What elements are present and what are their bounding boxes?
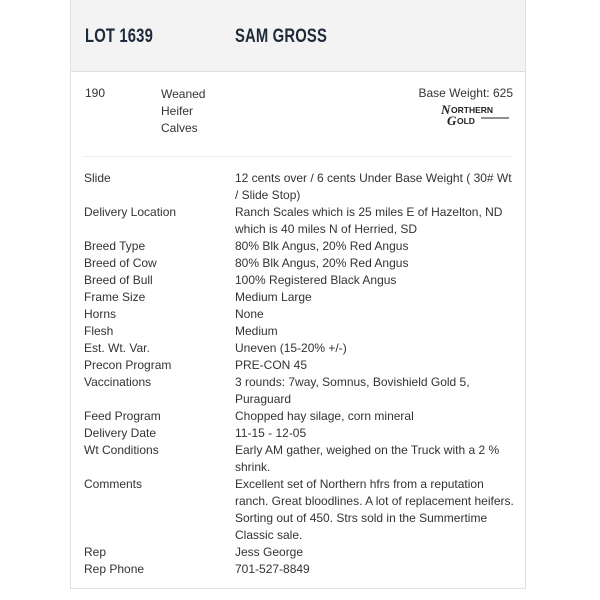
- detail-row: [83, 408, 523, 425]
- detail-label: Precon Program: [84, 358, 172, 372]
- detail-row: [83, 442, 523, 476]
- detail-row: [83, 170, 523, 204]
- detail-value: Jess George: [235, 545, 304, 559]
- detail-row: [83, 238, 523, 255]
- detail-label: Feed Program: [84, 409, 161, 423]
- detail-label: Slide: [84, 171, 111, 185]
- detail-value: 100% Registered Black Angus: [235, 273, 397, 287]
- detail-label: Delivery Date: [84, 426, 157, 440]
- svg-text:ORTHERN: ORTHERN: [451, 105, 494, 115]
- detail-row: [83, 255, 523, 272]
- svg-text:OLD: OLD: [457, 116, 475, 126]
- detail-value: Ranch Scales which is 25 miles E of Hazelton, ND which is 40 miles N of Herried, SD: [235, 205, 503, 236]
- detail-row: [83, 323, 523, 340]
- detail-row: [83, 289, 523, 306]
- base-weight: Base Weight: 625: [418, 86, 513, 100]
- detail-row: [83, 357, 523, 374]
- detail-value: Medium Large: [235, 290, 312, 304]
- svg-text:G: G: [447, 113, 457, 127]
- detail-value: Medium: [235, 324, 278, 338]
- lot-number: LOT 1639: [85, 26, 153, 47]
- detail-label: Flesh: [84, 324, 114, 338]
- detail-value: Chopped hay silage, corn mineral: [235, 409, 414, 423]
- detail-label: Vaccinations: [84, 375, 152, 389]
- detail-label: Wt Conditions: [84, 443, 159, 457]
- detail-label: Delivery Location: [84, 205, 177, 219]
- detail-row: [83, 306, 523, 323]
- description-line: Heifer: [161, 104, 194, 118]
- lot-summary: [83, 72, 513, 157]
- detail-label: Breed of Cow: [84, 256, 157, 270]
- detail-row: [83, 425, 523, 442]
- detail-value: 701-527-8849: [235, 562, 310, 576]
- description-line: Weaned: [161, 87, 206, 101]
- seller-name: SAM GROSS: [235, 26, 327, 47]
- cattle-description: [161, 86, 205, 137]
- detail-label: Rep Phone: [84, 562, 145, 576]
- svg-text:N: N: [441, 103, 451, 117]
- detail-row: [83, 476, 523, 544]
- detail-value: 80% Blk Angus, 20% Red Angus: [235, 239, 409, 253]
- detail-value: 80% Blk Angus, 20% Red Angus: [235, 256, 409, 270]
- details-list: [83, 170, 523, 578]
- lot-header: [71, 0, 525, 72]
- detail-value: PRE-CON 45: [235, 358, 308, 372]
- detail-row: [83, 340, 523, 357]
- detail-label: Breed of Bull: [84, 273, 153, 287]
- description-line: Calves: [161, 121, 198, 135]
- detail-row: [83, 374, 523, 408]
- detail-row: [83, 561, 523, 578]
- northern-gold-logo: [441, 103, 511, 127]
- detail-value: None: [235, 307, 264, 321]
- detail-label: Breed Type: [84, 239, 146, 253]
- lot-card: [70, 0, 526, 589]
- detail-value: Uneven (15-20% +/-): [235, 341, 347, 355]
- detail-row: [83, 204, 523, 238]
- detail-label: Rep: [84, 545, 107, 559]
- detail-value: 12 cents over / 6 cents Under Base Weight ( 30# Wt / Slide Stop): [235, 171, 512, 202]
- head-count: 190: [85, 86, 106, 100]
- detail-label: Frame Size: [84, 290, 146, 304]
- detail-label: Est. Wt. Var.: [84, 341, 150, 355]
- detail-row: [83, 272, 523, 289]
- detail-value: Early AM gather, weighed on the Truck with a 2 % shrink.: [235, 443, 500, 474]
- detail-value: Excellent set of Northern hfrs from a reputation ranch. Great bloodlines. A lot of replacement heifers. Sorting out of 450. Strs sold in the Summertime Classic sale.: [235, 477, 514, 542]
- detail-value: 3 rounds: 7way, Somnus, Bovishield Gold 5, Puraguard: [235, 375, 470, 406]
- detail-value: 11-15 - 12-05: [235, 426, 307, 440]
- detail-label: Horns: [84, 307, 117, 321]
- detail-row: [83, 544, 523, 561]
- detail-label: Comments: [84, 477, 143, 491]
